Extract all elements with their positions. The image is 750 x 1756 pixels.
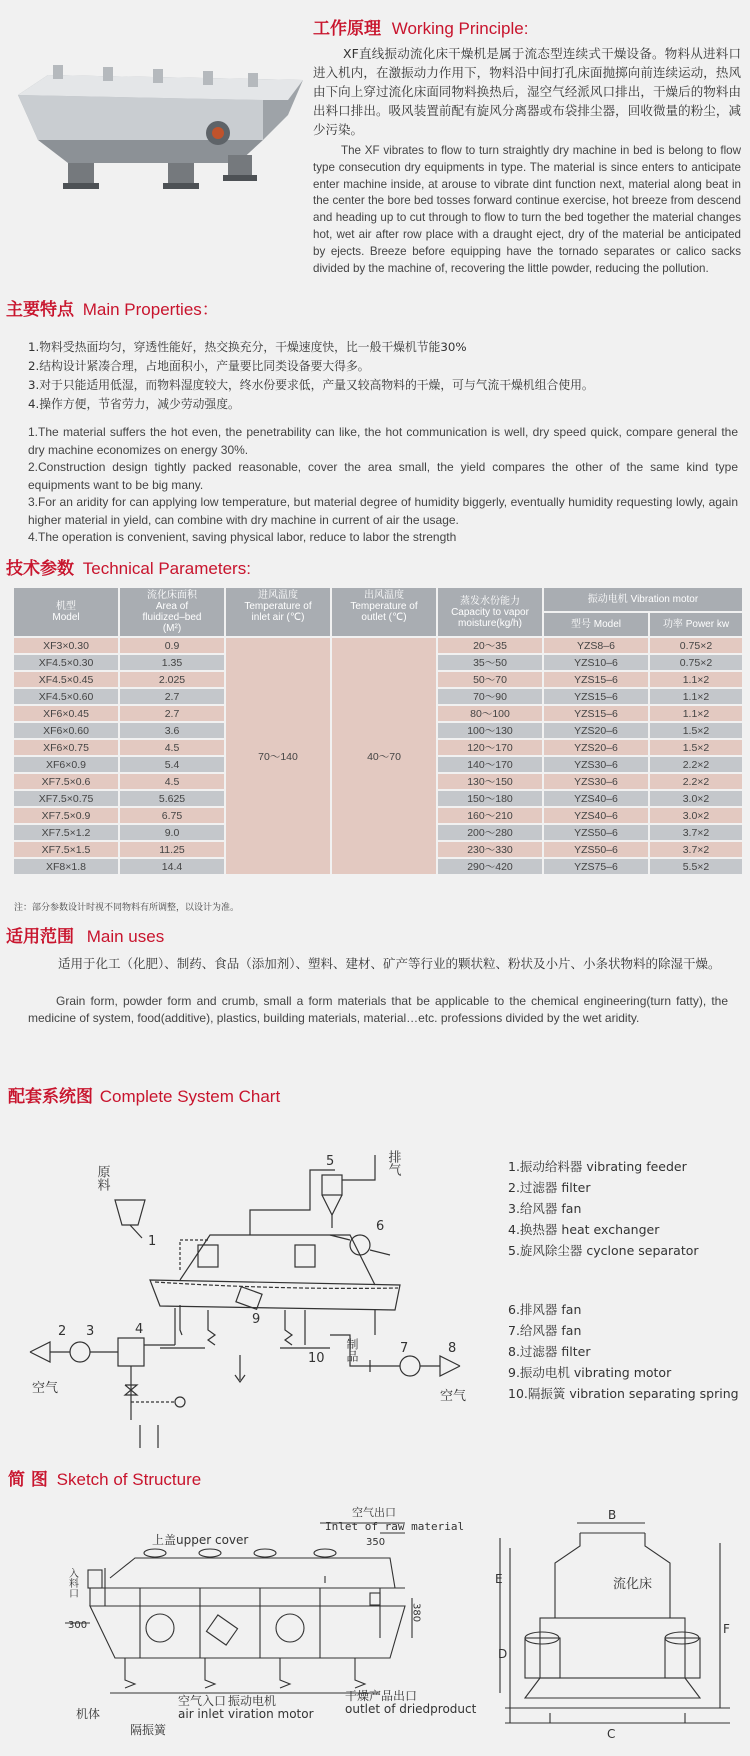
table-cell: 5.625 <box>120 791 224 806</box>
label-n9: 9 <box>252 1312 261 1327</box>
table-cell: YZS75–6 <box>544 859 648 874</box>
table-cell: 2.7 <box>120 706 224 721</box>
legend-item: 8.过滤器 filter <box>508 1344 591 1359</box>
table-row <box>14 638 742 653</box>
table-cell: 230～330 <box>438 842 542 857</box>
table-cell: YZS20–6 <box>544 723 648 738</box>
table-cell: YZS15–6 <box>544 706 648 721</box>
legend-item: 5.旋风除尘器 cyclone separator <box>508 1243 699 1258</box>
table-cell: 14.4 <box>120 859 224 874</box>
label-inlet-raw: Inlet of raw material <box>325 1520 465 1533</box>
table-cell: 6.75 <box>120 808 224 823</box>
table-cell: XF7.5×1.2 <box>14 825 118 840</box>
table-cell: 1.1×2 <box>650 672 742 687</box>
table-cell: 5.5×2 <box>650 859 742 874</box>
table-cell: 1.5×2 <box>650 740 742 755</box>
table-cell: 1.1×2 <box>650 689 742 704</box>
sketch-end-view <box>495 1508 745 1748</box>
legend-item: 4.换热器 heat exchanger <box>508 1222 660 1237</box>
list-item: 2.Construction design tightly packed reasonable, cover the area small, the yield compares the other of the same kind type equipments want to be big many. <box>28 460 738 492</box>
table-cell: YZS15–6 <box>544 689 648 704</box>
label-B: B <box>608 1508 617 1522</box>
heading-cn: 简 图 <box>8 1470 48 1490</box>
table-cell: 3.7×2 <box>650 825 742 840</box>
table-cell: XF8×1.8 <box>14 859 118 874</box>
main-uses-en: Grain form, powder form and crumb, small a form materials that be applicable to the chemical engineering(turn fatty), the medicine of system, food(additive), plastics, building materials, material…etc. professions divided by the wet aridity. <box>28 994 728 1025</box>
working-principle-heading <box>313 14 528 39</box>
table-cell: 140～170 <box>438 757 542 772</box>
table-cell: YZS8–6 <box>544 638 648 653</box>
table-cell: YZS10–6 <box>544 655 648 670</box>
table-cell: YZS40–6 <box>544 808 648 823</box>
label-dim-300: 300 <box>68 1620 88 1631</box>
sketch-side-view <box>60 1506 477 1748</box>
table-cell: XF6×0.75 <box>14 740 118 755</box>
list-item: 3.For an aridity for can applying low temperature, but material degree of humidity biggerly, eventually humidity requesting lowly, again higher material in yield, can combine with dry machine in current of air the usage. <box>28 495 738 527</box>
table-cell: 1.1×2 <box>650 706 742 721</box>
table-cell: 4.5 <box>120 740 224 755</box>
table-cell: YZS20–6 <box>544 740 648 755</box>
table-cell: 2.2×2 <box>650 774 742 789</box>
list-item: 1.The material suffers the hot even, the penetrability can like, the hot communication is well, dry speed quick, compare general the dry machine economizes on energy 30%. <box>28 425 738 457</box>
label-F: F <box>723 1622 730 1636</box>
heading-cn: 主要特点 <box>6 300 74 320</box>
label-feed-inlet: 入料口 <box>66 1568 78 1598</box>
legend-item: 1.振动给料器 vibrating feeder <box>508 1159 687 1174</box>
label-dim-380: 380 <box>410 1603 422 1623</box>
table-cell: 1.5×2 <box>650 723 742 738</box>
heading-en: Main uses <box>86 927 165 946</box>
tech-params-table-wrap <box>12 586 744 876</box>
label-product: 制品 <box>345 1338 359 1362</box>
table-cell: 100～130 <box>438 723 542 738</box>
table-cell: XF6×0.9 <box>14 757 118 772</box>
list-item: 1.物料受热面均匀，穿透性能好，热交换充分，干燥速度快，比一般干燥机节能30% <box>28 340 467 354</box>
label-n10: 10 <box>308 1351 325 1366</box>
working-principle-cn: XF直线振动流化床干燥机是属于流态型连续式干燥设备。物料从进料口进入机内，在激振动力作用下，物料沿中间打孔床面抛掷向前连续运动，热风由下向上穿过流化床面同物料换热后，湿空气经派风口排出，干燥后的物料由出料口排出。吸风装置前配有旋风分离器或布袋排尘器，回收微量的粉尘，减少污染。 <box>313 46 741 137</box>
label-product-outlet-en: outlet of driedproduct <box>345 1702 477 1716</box>
col-capacity: 蒸发水份能力 Capacity to vapor moisture(kg/h) <box>438 588 542 636</box>
label-E: E <box>495 1572 503 1586</box>
table-cell: 150～180 <box>438 791 542 806</box>
table-cell: XF7.5×0.6 <box>14 774 118 789</box>
table-cell: 11.25 <box>120 842 224 857</box>
table-cell: 3.6 <box>120 723 224 738</box>
table-cell: 50～70 <box>438 672 542 687</box>
working-principle-en: The XF vibrates to flow to turn straightly dry machine in bed is belong to flow type consecution dry equipments in type. The material is since enters to anticipate enter machine inside, at arouse to vibrate dint function next, material along beat in the center the bore bed tosses forward continue exercise, hot breeze from descend and heading up to cut through to flow to turn the bed together the material changes hot, wet air after row place with a draught eject, dry of the material be anticipated by ejects. Breeze before equipping have the tornado separates or calico sacks divided by the machine of, recovering the little powder, reducing the pollution. <box>313 144 741 275</box>
table-cell: 0.75×2 <box>650 638 742 653</box>
table-cell: YZS40–6 <box>544 791 648 806</box>
table-cell: YZS30–6 <box>544 774 648 789</box>
system-chart-heading <box>8 1082 280 1107</box>
list-item: 3.对于只能适用低湿，而物料湿度较大，终水份要求低，产量又较高物料的干燥，可与气流干燥机组合使用。 <box>28 378 594 392</box>
legend-item: 10.隔振簧 vibration separating spring <box>508 1386 739 1401</box>
table-note: 注：部分参数设计时视不同物料有所调整，以设计为准。 <box>14 902 240 912</box>
table-cell: 160～210 <box>438 808 542 823</box>
table-cell: 0.75×2 <box>650 655 742 670</box>
label-n6: 6 <box>376 1219 385 1234</box>
properties-cn-list <box>28 338 743 414</box>
table-cell: 3.0×2 <box>650 791 742 806</box>
label-n2: 2 <box>58 1324 67 1339</box>
col-inlet: 进风温度 Temperature of inlet air (℃) <box>226 588 330 636</box>
label-air-inlet-en: air inlet <box>178 1707 224 1721</box>
label-air-left: 空气 <box>32 1381 59 1396</box>
table-cell: 290～420 <box>438 859 542 874</box>
table-cell: 1.35 <box>120 655 224 670</box>
label-D: D <box>498 1647 508 1661</box>
label-n4: 4 <box>135 1322 144 1337</box>
table-cell: YZS15–6 <box>544 672 648 687</box>
table-cell: XF6×0.60 <box>14 723 118 738</box>
label-air-outlet: 空气出口 <box>352 1506 396 1519</box>
heading-en: Technical Parameters: <box>82 559 251 578</box>
table-cell: XF4.5×0.45 <box>14 672 118 687</box>
table-cell: YZS50–6 <box>544 842 648 857</box>
heading-cn: 工作原理 <box>313 19 381 39</box>
legend-item: 7.给风器 fan <box>508 1323 582 1338</box>
inlet-temp-cell: 70～140 <box>226 638 330 874</box>
label-upper-cover: 上盖upper cover <box>152 1533 249 1547</box>
table-cell: 35～50 <box>438 655 542 670</box>
legend-item: 9.振动电机 vibrating motor <box>508 1365 672 1380</box>
system-diagram <box>30 1130 500 1455</box>
label-n5: 5 <box>326 1154 335 1169</box>
col-outlet: 出风温度 Temperature of outlet (℃) <box>332 588 436 636</box>
sketch-heading <box>8 1465 201 1490</box>
list-item: 4.操作方便，节省劳力，减少劳动强度。 <box>28 397 240 411</box>
table-cell: 5.4 <box>120 757 224 772</box>
label-spring: 隔振簧 <box>130 1723 167 1737</box>
label-n1: 1 <box>148 1234 157 1249</box>
tech-params-heading <box>6 554 251 579</box>
heading-en: Working Principle: <box>391 19 529 38</box>
label-n7: 7 <box>400 1341 409 1356</box>
table-cell: XF4.5×0.60 <box>14 689 118 704</box>
table-cell: 0.9 <box>120 638 224 653</box>
outlet-temp-cell: 40～70 <box>332 638 436 874</box>
heading-cn: 技术参数 <box>6 559 74 579</box>
table-cell: 130～150 <box>438 774 542 789</box>
legend-item: 6.排风器 fan <box>508 1302 582 1317</box>
list-item: 4.The operation is convenient, saving physical labor, reduce to labor the strength <box>28 530 457 544</box>
main-properties-heading <box>6 295 219 320</box>
label-product-outlet-cn: 干燥产品出口 <box>345 1689 418 1703</box>
col-motor-model: 型号 Model <box>544 613 648 636</box>
heading-en: Main Properties： <box>82 300 219 319</box>
table-cell: 70～90 <box>438 689 542 704</box>
legend-item: 2.过滤器 filter <box>508 1180 591 1195</box>
table-cell: 20～35 <box>438 638 542 653</box>
label-n8: 8 <box>448 1341 457 1356</box>
system-legend <box>508 1156 739 1404</box>
label-motor-cn: 振动电机 <box>228 1694 277 1708</box>
table-cell: 3.0×2 <box>650 808 742 823</box>
heading-cn: 适用范围 <box>6 927 74 947</box>
label-motor-en: viration motor <box>228 1707 314 1721</box>
table-cell: XF7.5×0.9 <box>14 808 118 823</box>
table-cell: XF4.5×0.30 <box>14 655 118 670</box>
table-cell: XF7.5×0.75 <box>14 791 118 806</box>
tech-params-table <box>12 586 744 876</box>
label-fluid-bed: 流化床 <box>613 1577 653 1592</box>
table-cell: 9.0 <box>120 825 224 840</box>
table-cell: 2.7 <box>120 689 224 704</box>
col-model: 机型 Model <box>14 588 118 636</box>
legend-item: 3.给风器 fan <box>508 1201 582 1216</box>
heading-en: Sketch of Structure <box>56 1470 202 1489</box>
label-air-inlet-cn: 空气入口 <box>178 1694 227 1708</box>
label-material: 原料 <box>94 1165 110 1191</box>
table-cell: 2.025 <box>120 672 224 687</box>
col-motor: 振动电机 Vibration motor <box>544 588 742 611</box>
properties-en-list <box>28 424 738 547</box>
table-cell: 200～280 <box>438 825 542 840</box>
col-motor-power: 功率 Power kw <box>650 613 742 636</box>
table-cell: XF3×0.30 <box>14 638 118 653</box>
heading-cn: 配套系统图 <box>8 1087 93 1107</box>
label-exhaust: 排气 <box>385 1150 401 1176</box>
label-C: C <box>607 1727 616 1741</box>
main-uses-heading <box>6 922 164 947</box>
table-cell: 3.7×2 <box>650 842 742 857</box>
table-cell: XF6×0.45 <box>14 706 118 721</box>
machine-photo <box>8 55 303 205</box>
table-cell: XF7.5×1.5 <box>14 842 118 857</box>
list-item: 2.结构设计紧凑合理，占地面积小，产量要比同类设备要大得多。 <box>28 359 370 373</box>
label-air-right: 空气 <box>440 1389 467 1404</box>
main-uses-cn: 适用于化工（化肥）、制药、食品（添加剂）、塑料、建材、矿产等行业的颗状粒、粉状及小片、小条状物料的除湿干燥。 <box>58 956 721 971</box>
label-dim-350: 350 <box>366 1537 386 1548</box>
table-cell: 120～170 <box>438 740 542 755</box>
table-cell: 80～100 <box>438 706 542 721</box>
table-cell: 2.2×2 <box>650 757 742 772</box>
table-cell: YZS50–6 <box>544 825 648 840</box>
heading-en: Complete System Chart <box>99 1087 281 1106</box>
table-cell: YZS30–6 <box>544 757 648 772</box>
table-cell: 4.5 <box>120 774 224 789</box>
label-body: 机体 <box>76 1707 101 1721</box>
label-n3: 3 <box>86 1324 95 1339</box>
col-area: 流化床面积 Area of fluidized–bed (M²) <box>120 588 224 636</box>
